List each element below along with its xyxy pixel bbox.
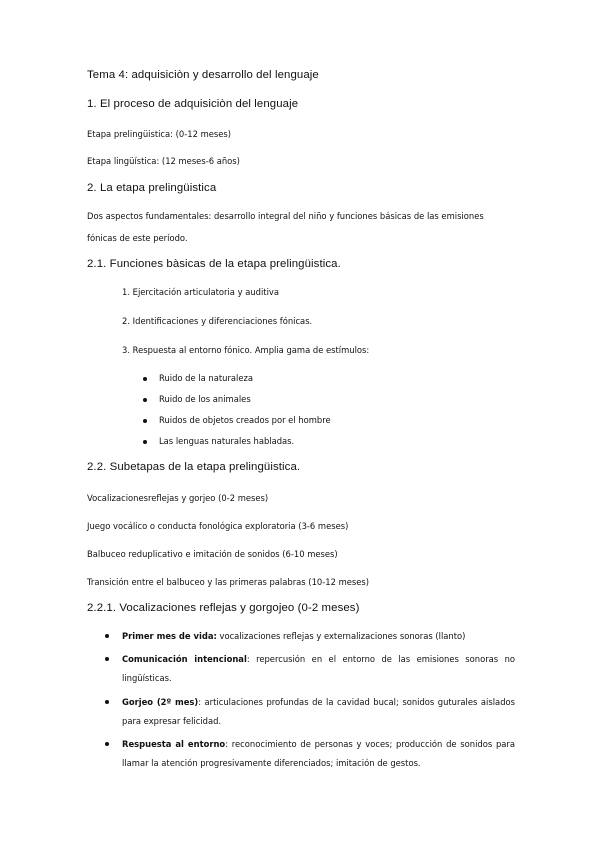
paragraph: Vocalizacionesreflejas y gorjeo (0-2 meses) [87, 493, 269, 503]
bullet-text: : articulaciones profundas de la cavidad bucal; sonidos guturales aislados para expresar felicidad. [122, 697, 515, 726]
bullet-bold-label: Comunicación intencional [122, 654, 247, 664]
bullet-text: : repercusión en el entorno de las emisiones sonoras no lingüísticas. [122, 654, 515, 683]
heading-1: 1. El proceso de adquisiciòn del lenguaje [87, 98, 299, 110]
paragraph: Balbuceo reduplicativo e imitación de sonidos (6-10 meses) [87, 549, 338, 559]
bullet-text: vocalizaciones reflejas y externalizaciones sonoras (llanto) [216, 631, 466, 641]
bullet-item: Ruido de la naturaleza [159, 373, 254, 383]
bullet-paragraph [122, 693, 515, 731]
ordered-list-item: 2. Identificaciones y diferenciaciones fónicas. [122, 316, 313, 326]
ordered-list-item: 1. Ejercitación articulatoria y auditiva [122, 287, 279, 297]
bullet-item: Ruido de los animales [159, 394, 251, 404]
paragraph-line: fónicas de este período. [87, 233, 188, 243]
bullet-icon [143, 377, 147, 381]
document-title: Tema 4: adquisiciòn y desarrollo del lenguaje [87, 69, 319, 81]
bullet-icon [105, 742, 109, 746]
bullet-item: Las lenguas naturales habladas. [159, 436, 295, 446]
bullet-icon [105, 657, 109, 661]
ordered-list-item: 3. Respuesta al entorno fónico. Amplia gama de estímulos: [122, 345, 370, 355]
paragraph: Etapa prelingüistica: (0-12 meses) [87, 129, 232, 139]
heading-2-1: 2.1. Funciones bàsicas de la etapa prelingüistica. [87, 258, 341, 270]
bullet-bold-label: Primer mes de vida: [122, 631, 217, 641]
heading-2-2-1: 2.2.1. Vocalizaciones reflejas y gorgojeo (0-2 meses) [87, 602, 360, 614]
bullet-icon [143, 419, 147, 423]
paragraph: Juego vocálico o conducta fonológica exploratoria (3-6 meses) [87, 521, 349, 531]
bullet-icon [105, 634, 109, 638]
bullet-icon [143, 398, 147, 402]
bullet-text: : reconocimiento de personas y voces; producción de sonidos para llamar la atención progresivamente diferenciados; imitación de gestos. [122, 739, 516, 768]
paragraph: Etapa lingüística: (12 meses-6 años) [87, 156, 240, 166]
bullet-bold-label: Gorjeo (2º mes) [122, 697, 199, 707]
paragraph: Transición entre el balbuceo y las primeras palabras (10-12 meses) [87, 577, 370, 587]
heading-2: 2. La etapa prelingüistica [87, 182, 217, 194]
bullet-paragraph [122, 650, 515, 688]
bullet-icon [143, 440, 147, 444]
paragraph-line: Dos aspectos fundamentales: desarrollo integral del niño y funciones básicas de las emisiones [87, 211, 484, 221]
bullet-paragraph [122, 627, 515, 646]
heading-2-2: 2.2. Subetapas de la etapa prelingüistica. [87, 461, 301, 473]
bullet-item: Ruidos de objetos creados por el hombre [159, 415, 331, 425]
bullet-bold-label: Respuesta al entorno [122, 739, 226, 749]
bullet-icon [105, 700, 109, 704]
bullet-paragraph [122, 735, 515, 773]
